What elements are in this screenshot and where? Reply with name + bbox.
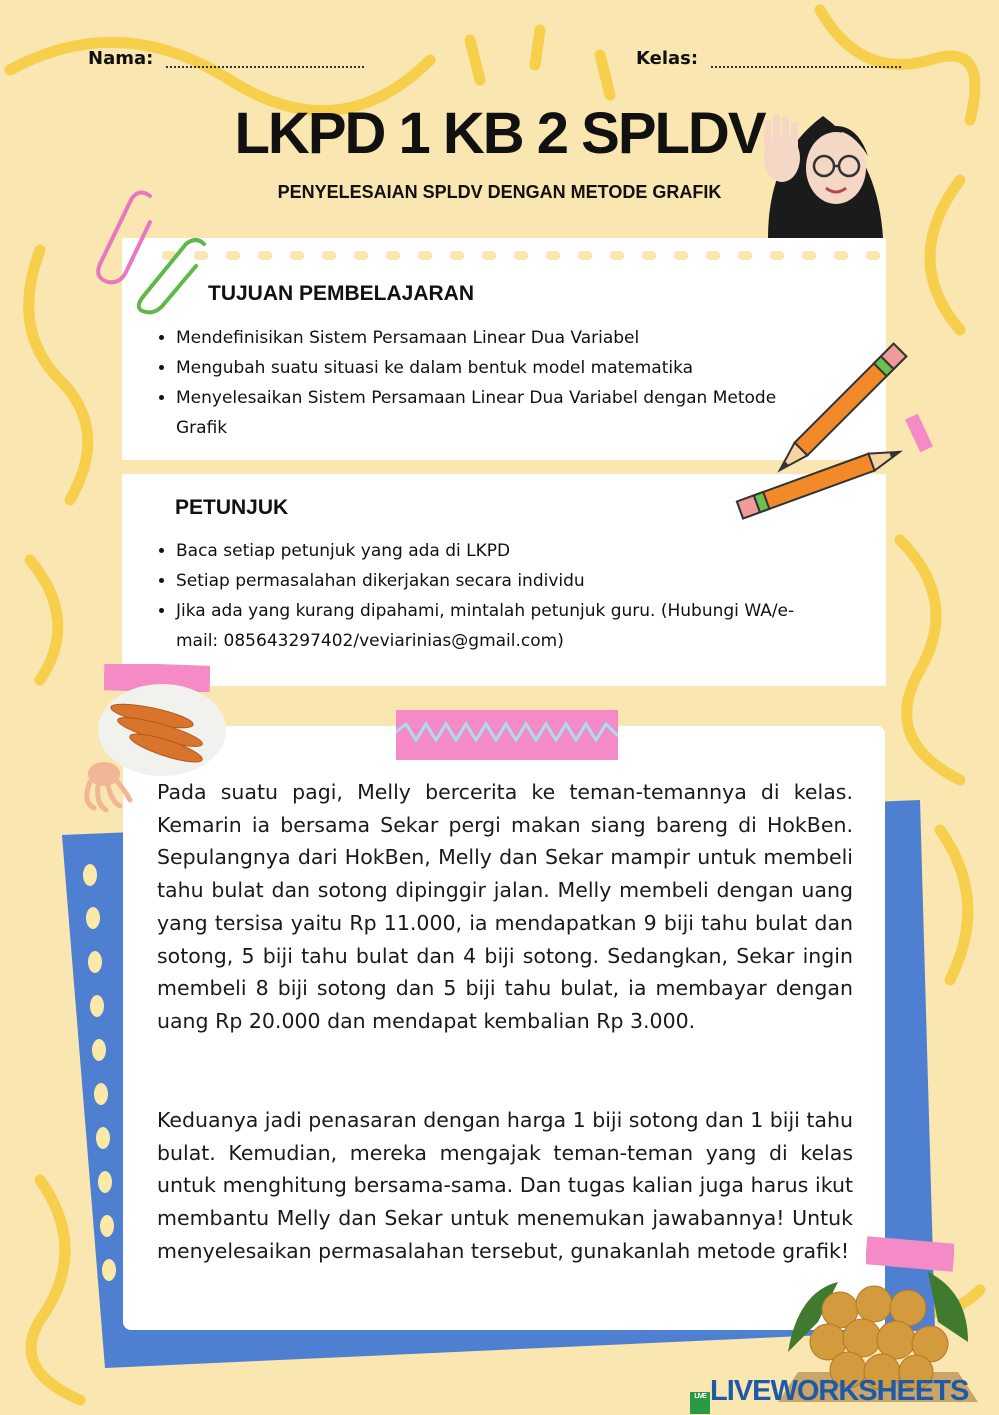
- instructions-list: [156, 536, 816, 656]
- live-badge-icon: LIVE: [690, 1392, 710, 1414]
- instruction-item: • Baca setiap petunjuk yang ada di LKPD: [176, 536, 816, 566]
- teacher-avatar: [748, 96, 898, 238]
- card-dot-border: [122, 248, 886, 264]
- pencils-icon: [720, 330, 950, 535]
- objectives-heading: TUJUAN PEMBELAJARAN: [208, 282, 475, 305]
- objective-item: • Mendefinisikan Sistem Persamaan Linear Dua Variabel: [176, 323, 816, 353]
- zigzag-tape: [396, 710, 618, 760]
- sotong-photo: [72, 678, 232, 812]
- watermark-text: LIVEWORKSHEETS: [710, 1375, 969, 1407]
- instruction-item: • Setiap permasalahan dikerjakan secara individu: [176, 566, 816, 596]
- name-label: Nama:: [88, 48, 154, 69]
- page-subtitle: PENYELESAIAN SPLDV DENGAN METODE GRAFIK: [277, 182, 722, 202]
- paperclip-icon: [92, 186, 222, 316]
- class-label: Kelas:: [636, 48, 699, 69]
- instruction-item: • Jika ada yang kurang dipahami, mintalah petunjuk guru. (Hubungi WA/e-mail: 085643297402/veviarinias@gmail.com): [176, 596, 816, 656]
- instructions-heading: PETUNJUK: [175, 496, 289, 519]
- story-paragraph-1: Pada suatu pagi, Melly bercerita ke teman-temannya di kelas. Kemarin ia bersama Sekar pergi makan siang bareng di HokBen. Sepulangnya dari HokBen, Melly dan Sekar mampir untuk membeli tahu bulat dan sotong dipinggir jalan. Melly membeli dengan uang yang tersisa yaitu Rp 11.000, ia mendapatkan 9 biji tahu bulat dan sotong, 5 biji tahu bulat dan 4 biji sotong. Sedangkan, Sekar ingin membeli 8 biji sotong dan 5 biji tahu bulat, ia membayar dengan uang Rp 20.000 dan mendapat kembalian Rp 3.000.: [157, 780, 853, 1033]
- story-paragraph-2: Keduanya jadi penasaran dengan harga 1 biji sotong dan 1 biji tahu bulat. Kemudian, mereka mengajak teman-teman yang di kelas untuk menghitung bersama-sama. Dan tugas kalian juga harus ikut membantu Melly dan Sekar untuk menemukan jawabannya! Untuk menyelesaikan permasalahan tersebut, gunakanlah metode grafik!: [157, 1108, 853, 1263]
- name-field[interactable]: [166, 66, 364, 68]
- liveworksheets-watermark: [690, 1375, 968, 1414]
- page-title: LKPD 1 KB 2 SPLDV: [234, 101, 765, 166]
- objective-item: • Mengubah suatu situasi ke dalam bentuk model matematika: [176, 353, 816, 383]
- objective-item: • Menyelesaikan Sistem Persamaan Linear Dua Variabel dengan Metode Grafik: [176, 383, 816, 443]
- objectives-list: [156, 323, 816, 443]
- class-field[interactable]: [711, 66, 901, 68]
